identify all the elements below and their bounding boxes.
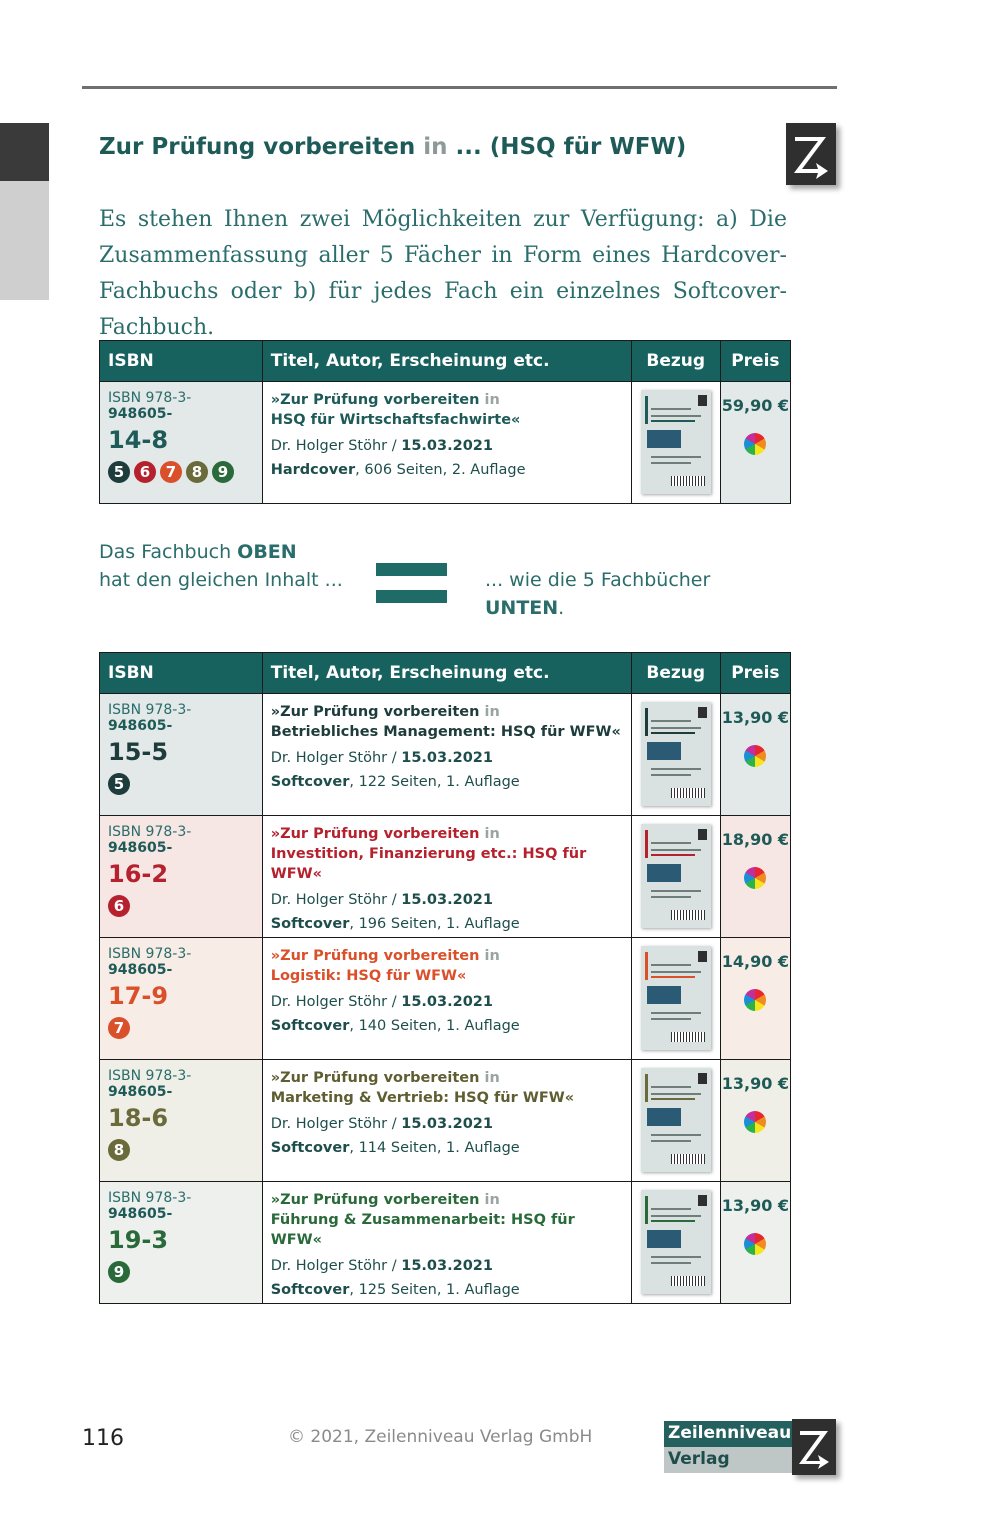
softcover-table [99, 652, 791, 1304]
color-print-icon [744, 989, 766, 1011]
isbn-cell: ISBN 978-3-948605- 15-5 5 [100, 694, 263, 816]
subject-badge: 8 [186, 461, 208, 483]
book-price: 14,90 € [721, 952, 790, 971]
subject-badge: 9 [212, 461, 234, 483]
book-format: Softcover, 122 Seiten, 1. Auflage [270, 774, 520, 790]
subject-badge: 7 [160, 461, 182, 483]
bezug-cell [631, 1182, 720, 1304]
copyright-text: © 2021, Zeilenniveau Verlag GmbH [288, 1427, 593, 1447]
subject-badge: 7 [108, 1017, 130, 1039]
color-print-icon [744, 1111, 766, 1133]
title-cell [262, 1182, 631, 1304]
isbn-number: 15-5 [108, 738, 169, 766]
isbn-number: 16-2 [108, 860, 169, 888]
table-row [100, 694, 791, 816]
price-cell [720, 816, 790, 938]
table-row [100, 1182, 791, 1304]
book-title: »Zur Prüfung vorbereiten in HSQ für Wirtschaftsfachwirte« [270, 392, 521, 428]
table-row [100, 1060, 791, 1182]
table-header-row [100, 653, 791, 694]
book-price: 18,90 € [721, 830, 790, 849]
middle-text-left: Das Fachbuch OBEN hat den gleichen Inhalt ... [99, 541, 343, 591]
book-format: Softcover, 125 Seiten, 1. Auflage [270, 1282, 520, 1298]
subject-badge: 5 [108, 461, 130, 483]
bezug-cell [631, 1060, 720, 1182]
publisher-logo [664, 1421, 794, 1473]
chapter-tab-light [0, 181, 49, 300]
title-cell [262, 816, 631, 938]
book-title: »Zur Prüfung vorbereiten in Führung & Zusammenarbeit: HSQ für WFW« [270, 1192, 575, 1248]
title-cell [262, 938, 631, 1060]
table-row [100, 382, 791, 504]
isbn-number: 18-6 [108, 1104, 169, 1132]
publisher-name: Zeilenniveau [668, 1423, 792, 1443]
book-title: »Zur Prüfung vorbereiten in Betriebliches Management: HSQ für WFW« [270, 704, 621, 740]
title-cell [262, 382, 631, 504]
book-title: »Zur Prüfung vorbereiten in Logistik: HSQ für WFW« [270, 948, 500, 984]
book-format: Hardcover, 606 Seiten, 2. Auflage [270, 462, 526, 478]
book-cover-image[interactable] [641, 390, 711, 494]
book-cover-image[interactable] [641, 824, 711, 928]
header-title: Titel, Autor, Erscheinung etc. [262, 653, 631, 694]
equals-sign-icon [376, 563, 447, 576]
book-cover-image[interactable] [641, 946, 711, 1050]
hardcover-table [99, 340, 791, 504]
book-author: Dr. Holger Stöhr / 15.03.2021 [270, 994, 493, 1010]
isbn-number: 19-3 [108, 1226, 169, 1254]
book-format: Softcover, 114 Seiten, 1. Auflage [270, 1140, 520, 1156]
header-preis: Preis [720, 653, 790, 694]
page-number: 116 [82, 1426, 124, 1451]
title-cell [262, 1060, 631, 1182]
book-price: 13,90 € [721, 1074, 790, 1093]
isbn-number: 14-8 [108, 426, 169, 454]
bezug-cell [631, 382, 720, 504]
book-author: Dr. Holger Stöhr / 15.03.2021 [270, 1258, 493, 1274]
bezug-cell [631, 694, 720, 816]
subject-badges [108, 461, 254, 483]
subject-badge: 6 [108, 895, 130, 917]
header-isbn: ISBN [100, 653, 263, 694]
color-print-icon [744, 745, 766, 767]
top-rule [82, 86, 837, 89]
subject-badge: 9 [108, 1261, 130, 1283]
table-header-row [100, 341, 791, 382]
isbn-cell: ISBN 978-3-948605- 19-3 9 [100, 1182, 263, 1304]
color-print-icon [744, 1233, 766, 1255]
header-preis: Preis [720, 341, 790, 382]
header-isbn: ISBN [100, 341, 263, 382]
color-print-icon [744, 433, 766, 455]
table-row [100, 938, 791, 1060]
zeilenniveau-logo-icon [786, 123, 836, 185]
zeilenniveau-logo-icon [792, 1419, 836, 1475]
isbn-cell: ISBN 978-3-948605- 14-8 5 6 7 8 9 [100, 382, 263, 504]
isbn-cell: ISBN 978-3-948605- 17-9 7 [100, 938, 263, 1060]
book-price: 59,90 € [721, 396, 790, 415]
book-author: Dr. Holger Stöhr / 15.03.2021 [270, 892, 493, 908]
header-bezug: Bezug [631, 653, 720, 694]
book-author: Dr. Holger Stöhr / 15.03.2021 [270, 438, 493, 454]
book-cover-image[interactable] [641, 1068, 711, 1172]
bezug-cell [631, 938, 720, 1060]
equals-sign-icon [376, 590, 447, 603]
book-format: Softcover, 140 Seiten, 1. Auflage [270, 1018, 520, 1034]
price-cell [720, 1060, 790, 1182]
isbn-cell: ISBN 978-3-948605- 16-2 6 [100, 816, 263, 938]
title-cell [262, 694, 631, 816]
section-heading: Zur Prüfung vorbereiten in ... (HSQ für WFW) [99, 134, 687, 160]
color-print-icon [744, 867, 766, 889]
chapter-tab-dark [0, 123, 49, 181]
subject-badge: 6 [134, 461, 156, 483]
price-cell [720, 1182, 790, 1304]
book-cover-image[interactable] [641, 1190, 711, 1294]
price-cell [720, 694, 790, 816]
book-author: Dr. Holger Stöhr / 15.03.2021 [270, 750, 493, 766]
isbn-cell: ISBN 978-3-948605- 18-6 8 [100, 1060, 263, 1182]
book-price: 13,90 € [721, 708, 790, 727]
header-bezug: Bezug [631, 341, 720, 382]
book-title: »Zur Prüfung vorbereiten in Investition, Finanzierung etc.: HSQ für WFW« [270, 826, 587, 882]
intro-paragraph: Es stehen Ihnen zwei Möglichkeiten zur Verfügung: a) Die Zusammenfassung aller 5 Fächer in Form eines Hardcover-Fachbuchs oder b) für jedes Fach ein einzelnes Softcover-Fachbuch. [99, 207, 787, 340]
subject-badge: 8 [108, 1139, 130, 1161]
price-cell [720, 382, 790, 504]
book-author: Dr. Holger Stöhr / 15.03.2021 [270, 1116, 493, 1132]
book-format: Softcover, 196 Seiten, 1. Auflage [270, 916, 520, 932]
book-cover-image[interactable] [641, 702, 711, 806]
bezug-cell [631, 816, 720, 938]
book-price: 13,90 € [721, 1196, 790, 1215]
price-cell [720, 938, 790, 1060]
header-title: Titel, Autor, Erscheinung etc. [262, 341, 631, 382]
table-row [100, 816, 791, 938]
publisher-name-2: Verlag [668, 1449, 730, 1469]
isbn-number: 17-9 [108, 982, 169, 1010]
middle-text-right: ... wie die 5 Fachbücher UNTEN. [485, 569, 711, 619]
book-title: »Zur Prüfung vorbereiten in Marketing & Vertrieb: HSQ für WFW« [270, 1070, 575, 1106]
subject-badge: 5 [108, 773, 130, 795]
